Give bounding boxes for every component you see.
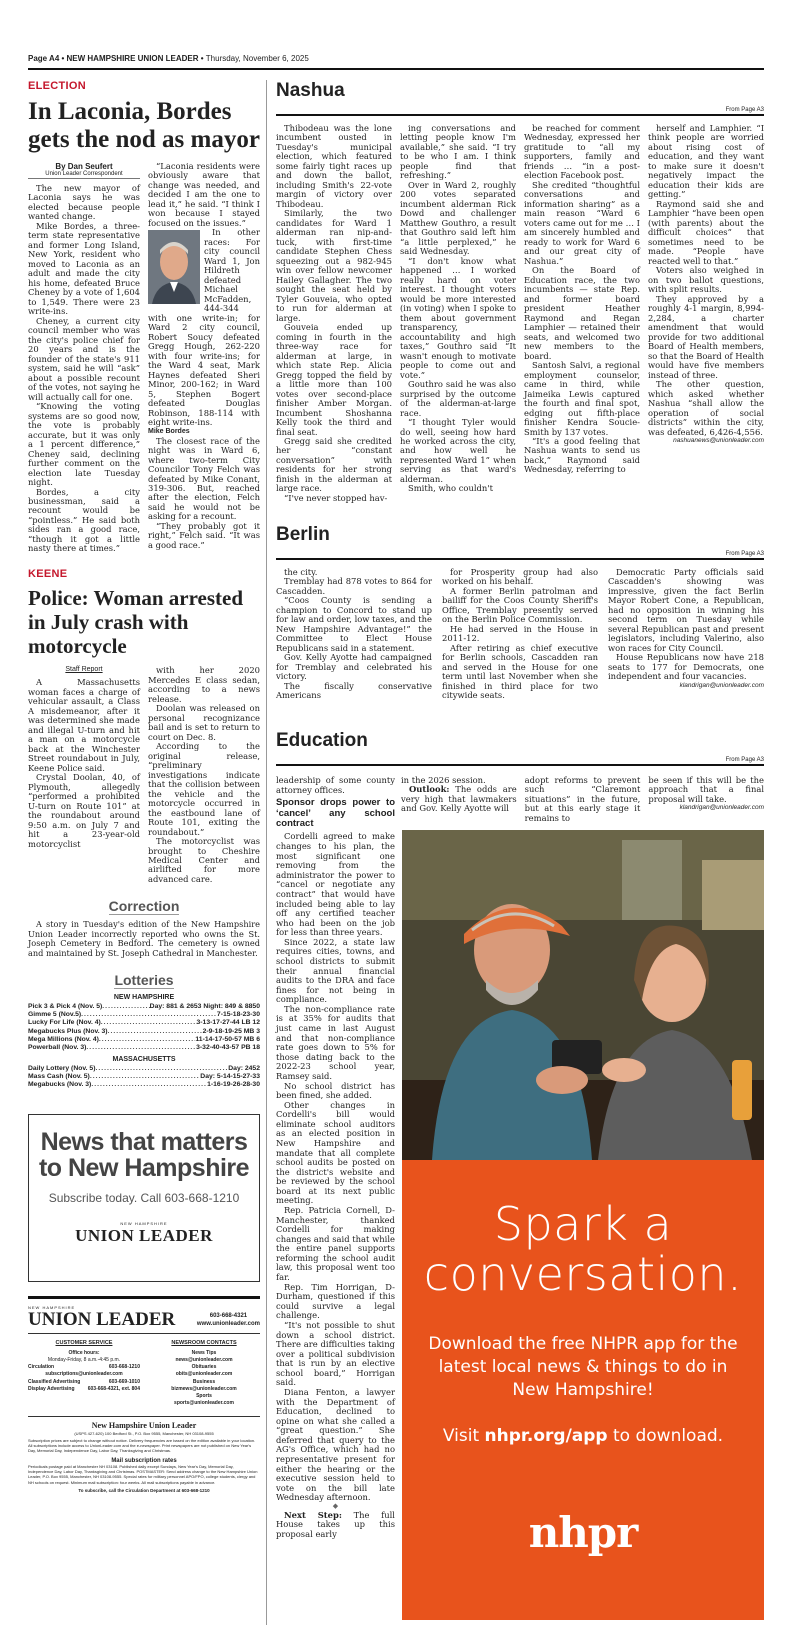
nashua-p: Santosh Salvi, a regional employment counselor, came in third, while Jaimeika Lewis captured the fourth and final spot, edging out fifth-place finisher Kendra Soucie-Smith by 137 votes.	[524, 360, 640, 437]
people-with-phone-illustration-icon	[402, 830, 764, 1160]
berlin-signature: klandrigan@unionleader.com	[679, 681, 764, 689]
promo-subscribe: Subscribe today. Call 603-668-1210	[48, 1191, 240, 1206]
laconia-byline: By Dan Seufert	[55, 162, 113, 171]
masthead-contact: 603-668-4321 www.unionleader.com	[196, 1312, 260, 1327]
nashua-jump: From Page A3	[725, 107, 764, 113]
lottery-ma-title: MASSACHUSETTS	[112, 1056, 176, 1064]
education-p: be seen if this will be the approach that a final proposal will take.	[648, 775, 765, 804]
berlin-p: The fiscally conservative Americans	[276, 680, 432, 701]
keene-headline: Police: Woman arrested in July crash with motorcycle	[28, 585, 244, 659]
nhpr-advertisement[interactable]	[402, 830, 764, 1620]
lottery-nh-list	[28, 1003, 260, 1052]
diamond-icon: ◆	[332, 1501, 339, 1510]
ad-photo	[402, 830, 764, 1160]
promo-line2: to New Hampshire	[38, 1153, 250, 1182]
nashua-p: herself and Lamphier. “I think people are worried about rising cost of education, and they want to make sure it doesn't negatively impact the education their kids are getting.”	[648, 123, 764, 200]
keene-story	[28, 666, 260, 884]
folio-date: Thursday, November 6, 2025	[205, 54, 309, 63]
nashua-p: Similarly, the two candidates for Ward 1 alderman ran nip-and-tuck, with first-time candidate Stephen Chess squeezing out a 982-945 win over fellow newcomer Hailey Gallagher. The two sought the seat held by Tyler Gouveia, who opted to run for alderman at large.	[276, 208, 392, 323]
keene-p6: The motorcyclist was brought to Cheshire Medical Center and airlifted for more advanced care.	[148, 836, 260, 884]
laconia-p3: Cheney, a current city council member who was the city's police chief for 20 years and is the founder of the state's 911 system, said he will “ask” about a possible recount of the votes, not saying he will actually call for one.	[28, 315, 140, 402]
education-jump: From Page A3	[725, 757, 764, 763]
education-p: The non-compliance rate is at 35% for audits that just came in last August and that non-compliance rate goes down to 5% for those dating back to the 2022-23 school year, Ramsey said.	[276, 1003, 395, 1081]
promo-line1: News that matters	[40, 1127, 248, 1156]
lottery-row: Pick 3 & Pick 4 (Nov. 5) ..... Day: 881 & 2653 Night: 849 & 8850	[28, 1003, 260, 1011]
laconia-p4: “Knowing the voting systems are so good now, the vote is probably accurate, but it was only a 1 percent difference,” Cheney said, declining further comment on the election late Tuesday night.	[28, 401, 140, 488]
ad-orange-panel	[402, 1160, 764, 1620]
berlin-p: House Republicans now have 218 seats to 177 for Democrats, one independent and four vacancies.	[608, 652, 764, 682]
laconia-p5: Bordes, a city businessman, said a recount would be “pointless.” He said both sides ran a good race, “though it got a little nasty there at times.”	[28, 486, 140, 554]
nashua-p: Gregg said she credited her “constant conversation” with residents for her strong finish in the alderman at large race.	[276, 435, 392, 494]
nashua-p: Raymond said she and Lamphier “have been open (with parents) about the difficult choices” that sometimes need to be made. “People have reacted well to that.”	[648, 198, 764, 266]
education-p: Diana Fenton, a lawyer with the Department of Education, declined to opine on what she called a “great question.” She deferred that query to the AG's Office, which had no representative present for either the hearing or the executive session held to vote on the bill late Wednesday afternoon.	[276, 1387, 395, 1503]
laconia-headline: In Laconia, Bordes gets the nod as mayor	[28, 98, 260, 153]
masthead-web-link[interactable]: www.unionleader.com	[196, 1320, 260, 1327]
nashua-p: Voters also weighed in on two ballot questions, with split results.	[648, 265, 764, 295]
lotteries-title: Lotteries	[114, 972, 174, 989]
nashua-rule	[276, 114, 764, 116]
ad-visit-text: Visit nhpr.org/app to download.	[442, 1426, 724, 1447]
education-signature: klandrigan@unionleader.com	[679, 804, 765, 812]
nashua-p: “I've never stopped hav-	[284, 492, 388, 503]
education-p: adopt reforms to prevent such “Claremont situations” in the future, but at this early stage it remains to	[524, 775, 641, 823]
lottery-nh-title: NEW HAMPSHIRE	[113, 994, 175, 1002]
outlook-text: The odds are very high that lawmakers and Gov. Kelly Ayotte will	[401, 784, 517, 814]
berlin-title: Berlin	[276, 524, 330, 545]
education-p: Since 2022, a state law requires cities, towns, and school districts to submit their annual financial audits to the DRA and face fines for not being in compliance.	[276, 936, 395, 1005]
obits-email[interactable]: obits@unionleader.com	[175, 1371, 233, 1378]
correction-title: Correction	[108, 898, 180, 915]
berlin-p: the city.	[284, 567, 318, 577]
education-title: Education	[276, 730, 368, 751]
education-p: Other changes in Cordelli's bill would eliminate school auditors as an elected position in New Hampshire and mandate that all complete school audits be posted on the district's website and be reviewed by the school board at its next public meeting.	[276, 1099, 395, 1206]
business-email[interactable]: bizmews@unionleader.com	[171, 1385, 237, 1392]
left-column	[28, 80, 260, 1493]
outlook-label: Outlook:	[409, 784, 450, 795]
union-leader-logo: NEW HAMPSHIRE UNION LEADER	[75, 1221, 213, 1246]
nashua-title: Nashua	[276, 80, 345, 101]
education-left-column	[276, 776, 395, 1540]
mike-bordes-photo	[148, 230, 200, 304]
keene-kicker: KEENE	[28, 567, 68, 580]
column-divider	[266, 80, 267, 1625]
education-p: Rep. Patricia Cornell, D-Manchester, thanked Cordelli for making changes and said that while the entire panel supports reforming the school audit law, this proposal went too far.	[276, 1205, 395, 1283]
berlin-p: He had served in the House in 2011-12.	[442, 623, 598, 644]
berlin-p: Tremblay had 878 votes to 864 for Cascadden.	[276, 576, 432, 596]
nashua-p: Gouthro said he was also surprised by the outcome of the alderman-at-large race.	[400, 379, 516, 418]
education-p: No school district has been fined, she added.	[276, 1080, 395, 1101]
laconia-p8: The closest race of the night was in Ward 6, where two-term City Councilor Tony Felch was defeated by Mike Conant, 319-306. But, reached after the election, Felch said he would not be asking for a recount.	[148, 435, 260, 522]
nashua-p: “I don't know what happened … I worked really hard on voter interest. I thought voters would be more interested (in voting) when I spoke to them about government transparency, accountability and high taxes,” Gouthro said “It wasn't enough to motivate people to come out and vote.”	[400, 255, 516, 380]
lottery-row: Lucky For Life (Nov. 4) ..... 3-13-17-27-44 LB 12	[28, 1019, 260, 1027]
education-top-columns	[401, 776, 764, 823]
news-tips-email[interactable]: news@unionleader.com	[175, 1356, 233, 1363]
nashua-p: They approved by a roughly 4-1 margin, 8,994-2,284, a charter amendment that would provide for two additional Board of Health members, so that the Board of Health would have five members instead of three.	[648, 293, 764, 380]
lottery-row: Megabucks (Nov. 3) ..... 1-16-19-26-28-30	[28, 1081, 260, 1089]
nashua-p: She credited “thoughtful conversations and information sharing” as a main reason “Ward 6 voters came out for me … I am sincerely humbled and ready to work for Ward 6 and our great city of Nashua.”	[524, 179, 640, 266]
berlin-p: “Coos County is sending a champion to Concord to stand up for law and order, low taxes, and the New Hampshire Advantage!” the Committee to Elect House Republicans said in a statement.	[276, 595, 432, 653]
customer-service: CUSTOMER SERVICE Office hours: Monday-Friday, 8 a.m.-4:45 p.m. Circulation 603-668-1210 subscriptions@unionleader.com Classified Advertising 603-669-1010 Display Advertising 603-668-4321, ext. 804	[28, 1339, 140, 1392]
laconia-p9: “They probably got it right,” Felch said. “It was a good race.”	[148, 520, 260, 550]
laconia-kicker: ELECTION	[28, 80, 87, 92]
folio-rule	[28, 68, 764, 70]
nashua-p: Over in Ward 2, roughly 200 votes separated incumbent alderman Rick Dowd and challenger Matthew Gouthro, a result that Gouthro said left him “a little perplexed,” he said Wednesday.	[400, 179, 516, 257]
lottery-row: Mass Cash (Nov. 5) ..... Day: 5-14-15-27-33	[28, 1073, 260, 1081]
lottery-row: Daily Lottery (Nov. 5) ..... Day: 2452	[28, 1065, 260, 1073]
ad-download-text: Download the free NHPR app for the latest local news & things to do in New Hampshire!	[428, 1334, 738, 1401]
nashua-story	[276, 124, 764, 503]
subscriptions-email[interactable]: subscriptions@unionleader.com	[45, 1371, 123, 1378]
berlin-story	[276, 568, 764, 701]
laconia-story	[28, 162, 260, 554]
portrait-icon	[148, 230, 200, 304]
berlin-p: A former Berlin patrolman and bailiff for the Coos County Sheriff's Office, Tremblay presently served on the Berlin Police Commission.	[442, 585, 598, 625]
education-p: “It's not possible to shut down a school district. There are difficulties taking over a political subdivision that is run by an elective school board,” Horrigan said.	[276, 1319, 395, 1388]
sports-email[interactable]: sports@unionleader.com	[174, 1400, 234, 1407]
keene-p4: Doolan was released on personal recognizance bail and is set to return to court on Dec. 8.	[148, 703, 260, 742]
nashua-p: “I thought Tyler would do well, seeing how hard he worked across the city, and how well he represented Ward 1” when serving as that ward's alderman.	[400, 417, 516, 484]
berlin-rule	[276, 558, 764, 560]
laconia-byline-title: Union Leader Correspondent	[28, 171, 140, 179]
education-p: in the 2026 session.	[401, 775, 486, 785]
keene-p3: with her 2020 Mercedes E class sedan, according to a news release.	[148, 665, 260, 704]
next-step-label: Next Step:	[284, 1509, 342, 1520]
folio-page: Page A4 • NEW HAMPSHIRE UNION LEADER •	[28, 54, 206, 63]
education-p: Rep. Tim Horrigan, D-Durham, questioned if this could survive a legal challenge.	[276, 1281, 395, 1321]
laconia-p2: Mike Bordes, a three-term state representative and former Long Island, New York, resident who moved to Laconia as an adult and made the city his home, defeated Bruce Cheney by a vote of 1,604 to 1,549. There were 23 write-ins.	[28, 220, 140, 317]
berlin-jump: From Page A3	[725, 551, 764, 557]
nhpr-logo: nhpr	[528, 1508, 638, 1558]
keene-p5: According to the original release, “preliminary investigations indicate that the collision between the vehicle and the motorcycle occurred in the eastbound lane of Route 101, exiting the roundabout.”	[148, 741, 260, 837]
laconia-p6: “Laconia residents were obviously aware that change was needed, and decided I am the one to lead it,” he said. “I think I won because I stayed focused on the issues.”	[148, 161, 260, 228]
publication-info: New Hampshire Union Leader (USPS 427-620) 100 Bedford St., P.O. Box 9555, Manchester, NH 03108-9555 Subscription prices are subject to change without notice. Delivery frequencies are based on the edition available in your location. All subscriptions include access to UnionLeader.com and the e-newspaper. Print newspapers are not published on New Year's Day, Memorial Day, Independence Day, Labor Day, Thanksgiving and Christmas. Mail subscription rates Periodicals postage paid at Manchester NH 03108. Published daily except Sundays, New Year's Day, Memorial Day, Independence Day, Labor Day, Thanksgiving and Christmas. POSTMASTER: Send address change to the New Hampshire Union Leader, P.O. Box 9555, Manchester, NH 03108-9555. Special rates for military personnel APO/FPO, college students, clergy and NH schools on request. Minimum mail subscription: four weeks. All mail subscriptions payable in advance. To subscribe, call the Circulation Department at 603-668-1210	[28, 1416, 260, 1494]
education-rule	[276, 764, 764, 766]
laconia-p1: The new mayor of Laconia says he was elected because people wanted change.	[28, 183, 140, 222]
berlin-p: for Prosperity group had also worked on his behalf.	[442, 567, 598, 587]
education-p: leadership of some county attorney offices.	[276, 775, 395, 795]
berlin-p: Democratic Party officials said Cascadden's showing was impressive, given the fact Berlin Mayor Robert Cone, a Republican, had no opposition in winning his second term on Tuesday while several Republican past and present legislators, including Valerino, also won races for City Council.	[608, 567, 764, 653]
nashua-p: On the Board of Education race, the two incumbents — state Rep. and former board president Heather Raymond and Regan Lamphier — retained their seats, and welcomed two new members to the board.	[524, 265, 640, 361]
lottery-row: Mega Millions (Nov. 4) ..... 11-14-17-50-57 MB 6	[28, 1036, 260, 1044]
keene-p2: Crystal Doolan, 40, of Plymouth, allegedly “performed a prohibited U-turn on Route 101” at the roundabout around 9:50 a.m. on July 7 and hit a 23-year-old motorcyclist	[28, 772, 140, 849]
nashua-signature: nashuanews@unionleader.com	[673, 436, 764, 444]
nashua-p: be reached for comment Wednesday, expressed her gratitude to “all my supporters, family and friends … “in a post-election Facebook post.	[524, 123, 640, 181]
nashua-p: Thibodeau was the lone incumbent ousted in Tuesday's municipal election, which featured some fairly tight races up and down the ballot, including Smith's 22-vote margin of victory over Thibodeau.	[276, 123, 392, 209]
nashua-p: The other question, which asked whether Nashua “shall allow the operation of social districts” within the city, was defeated, 6,426-4,556.	[648, 379, 764, 437]
laconia-p7: In other races: For city council Ward 1, Jon Hildreth defeated Michael McFadden, 444-344 with one write-in; for Ward 2 city council, Robert Soucy defeated Gregg Hough, 262-220 with four write-ins; for the Ward 4 seat, Mark Haynes defeated Sheri Minor, 200-162; in Ward 5, Stephen Bogert defeated Douglas Robinson, 188-114 with eight write-ins.	[148, 227, 260, 428]
nashua-p: “It's a good feeling that Nashua wants to send us back,” Raymond said Wednesday, referring to	[524, 435, 640, 475]
keene-byline: Staff Report	[65, 666, 103, 674]
correction-text: A story in Tuesday's edition of the New Hampshire Union Leader incorrectly reported who owns the St. Joseph Cemetery in Bedford. The cemetery is owned and maintained by St. Joseph Cathedral in Manchester.	[28, 919, 260, 958]
next-step-text: The full House takes up this proposal early	[276, 1509, 395, 1540]
photo-caption: Mike Bordes	[148, 427, 190, 435]
education-subhead: Sponsor drops power to ‘cancel’ any school contract	[276, 797, 395, 830]
lottery-row: Megabucks Plus (Nov. 3) ..... 2-9-18-19-25 MB 3	[28, 1028, 260, 1036]
lottery-ma-list	[28, 1065, 260, 1089]
nashua-p: Smith, who couldn't	[408, 483, 493, 494]
masthead-logo: NEW HAMPSHIRE UNION LEADER	[28, 1304, 176, 1330]
nashua-p: ing conversations and letting people know I'm available,” she said. “I try to be who I am. I think people find that refreshing.”	[400, 123, 516, 181]
lottery-row: Powerball (Nov. 3) ..... 3-32-40-43-57 PB 18	[28, 1044, 260, 1052]
ad-headline: Spark a conversation.	[423, 1197, 743, 1301]
subscribe-promo[interactable]	[28, 1114, 260, 1282]
keene-p1: A Massachusetts woman faces a charge of vehicular assault, a Class A misdemeanor, after it was determined she made and illegal U-turn and hit a man on a motorcycle back at the Winchester Street roundabout in July, Keene Police said.	[28, 677, 140, 773]
page-folio	[28, 54, 764, 68]
berlin-p: Gov. Kelly Ayotte had campaigned for Tremblay and celebrated his victory.	[276, 652, 432, 682]
masthead	[28, 1296, 260, 1494]
education-p: Cordelli agreed to make changes to his plan, the most significant one removing from the administrator the power to “cancel or negotiate any contract” that would have included being able to lay off any certified teacher who had been on the job for less than three years.	[276, 831, 395, 938]
berlin-p: After retiring as chief executive for Berlin schools, Cascadden ran and served in the House for one term until last November when she finished in third place for two citywide seats.	[442, 642, 598, 701]
lottery-row: Gimme 5 (Nov.5) ..... 7-15-18-23-30	[28, 1011, 260, 1019]
newsroom-contacts: NEWSROOM CONTACTS News Tips news@unionleader.com Obituaries obits@unionleader.com Business bizmews@unionleader.com Sports sports@unionleader.com	[171, 1339, 237, 1407]
nhpr-app-link[interactable]: nhpr.org/app	[484, 1426, 608, 1447]
nashua-p: Gouveia ended up coming in fourth in the three-way race for alderman at large, in which state Rep. Alicia Gregg topped the field by a little more than 100 votes over second-place finisher Amber Morgan. Incumbent Shoshanna Kelly took the third and final seat.	[276, 322, 392, 437]
